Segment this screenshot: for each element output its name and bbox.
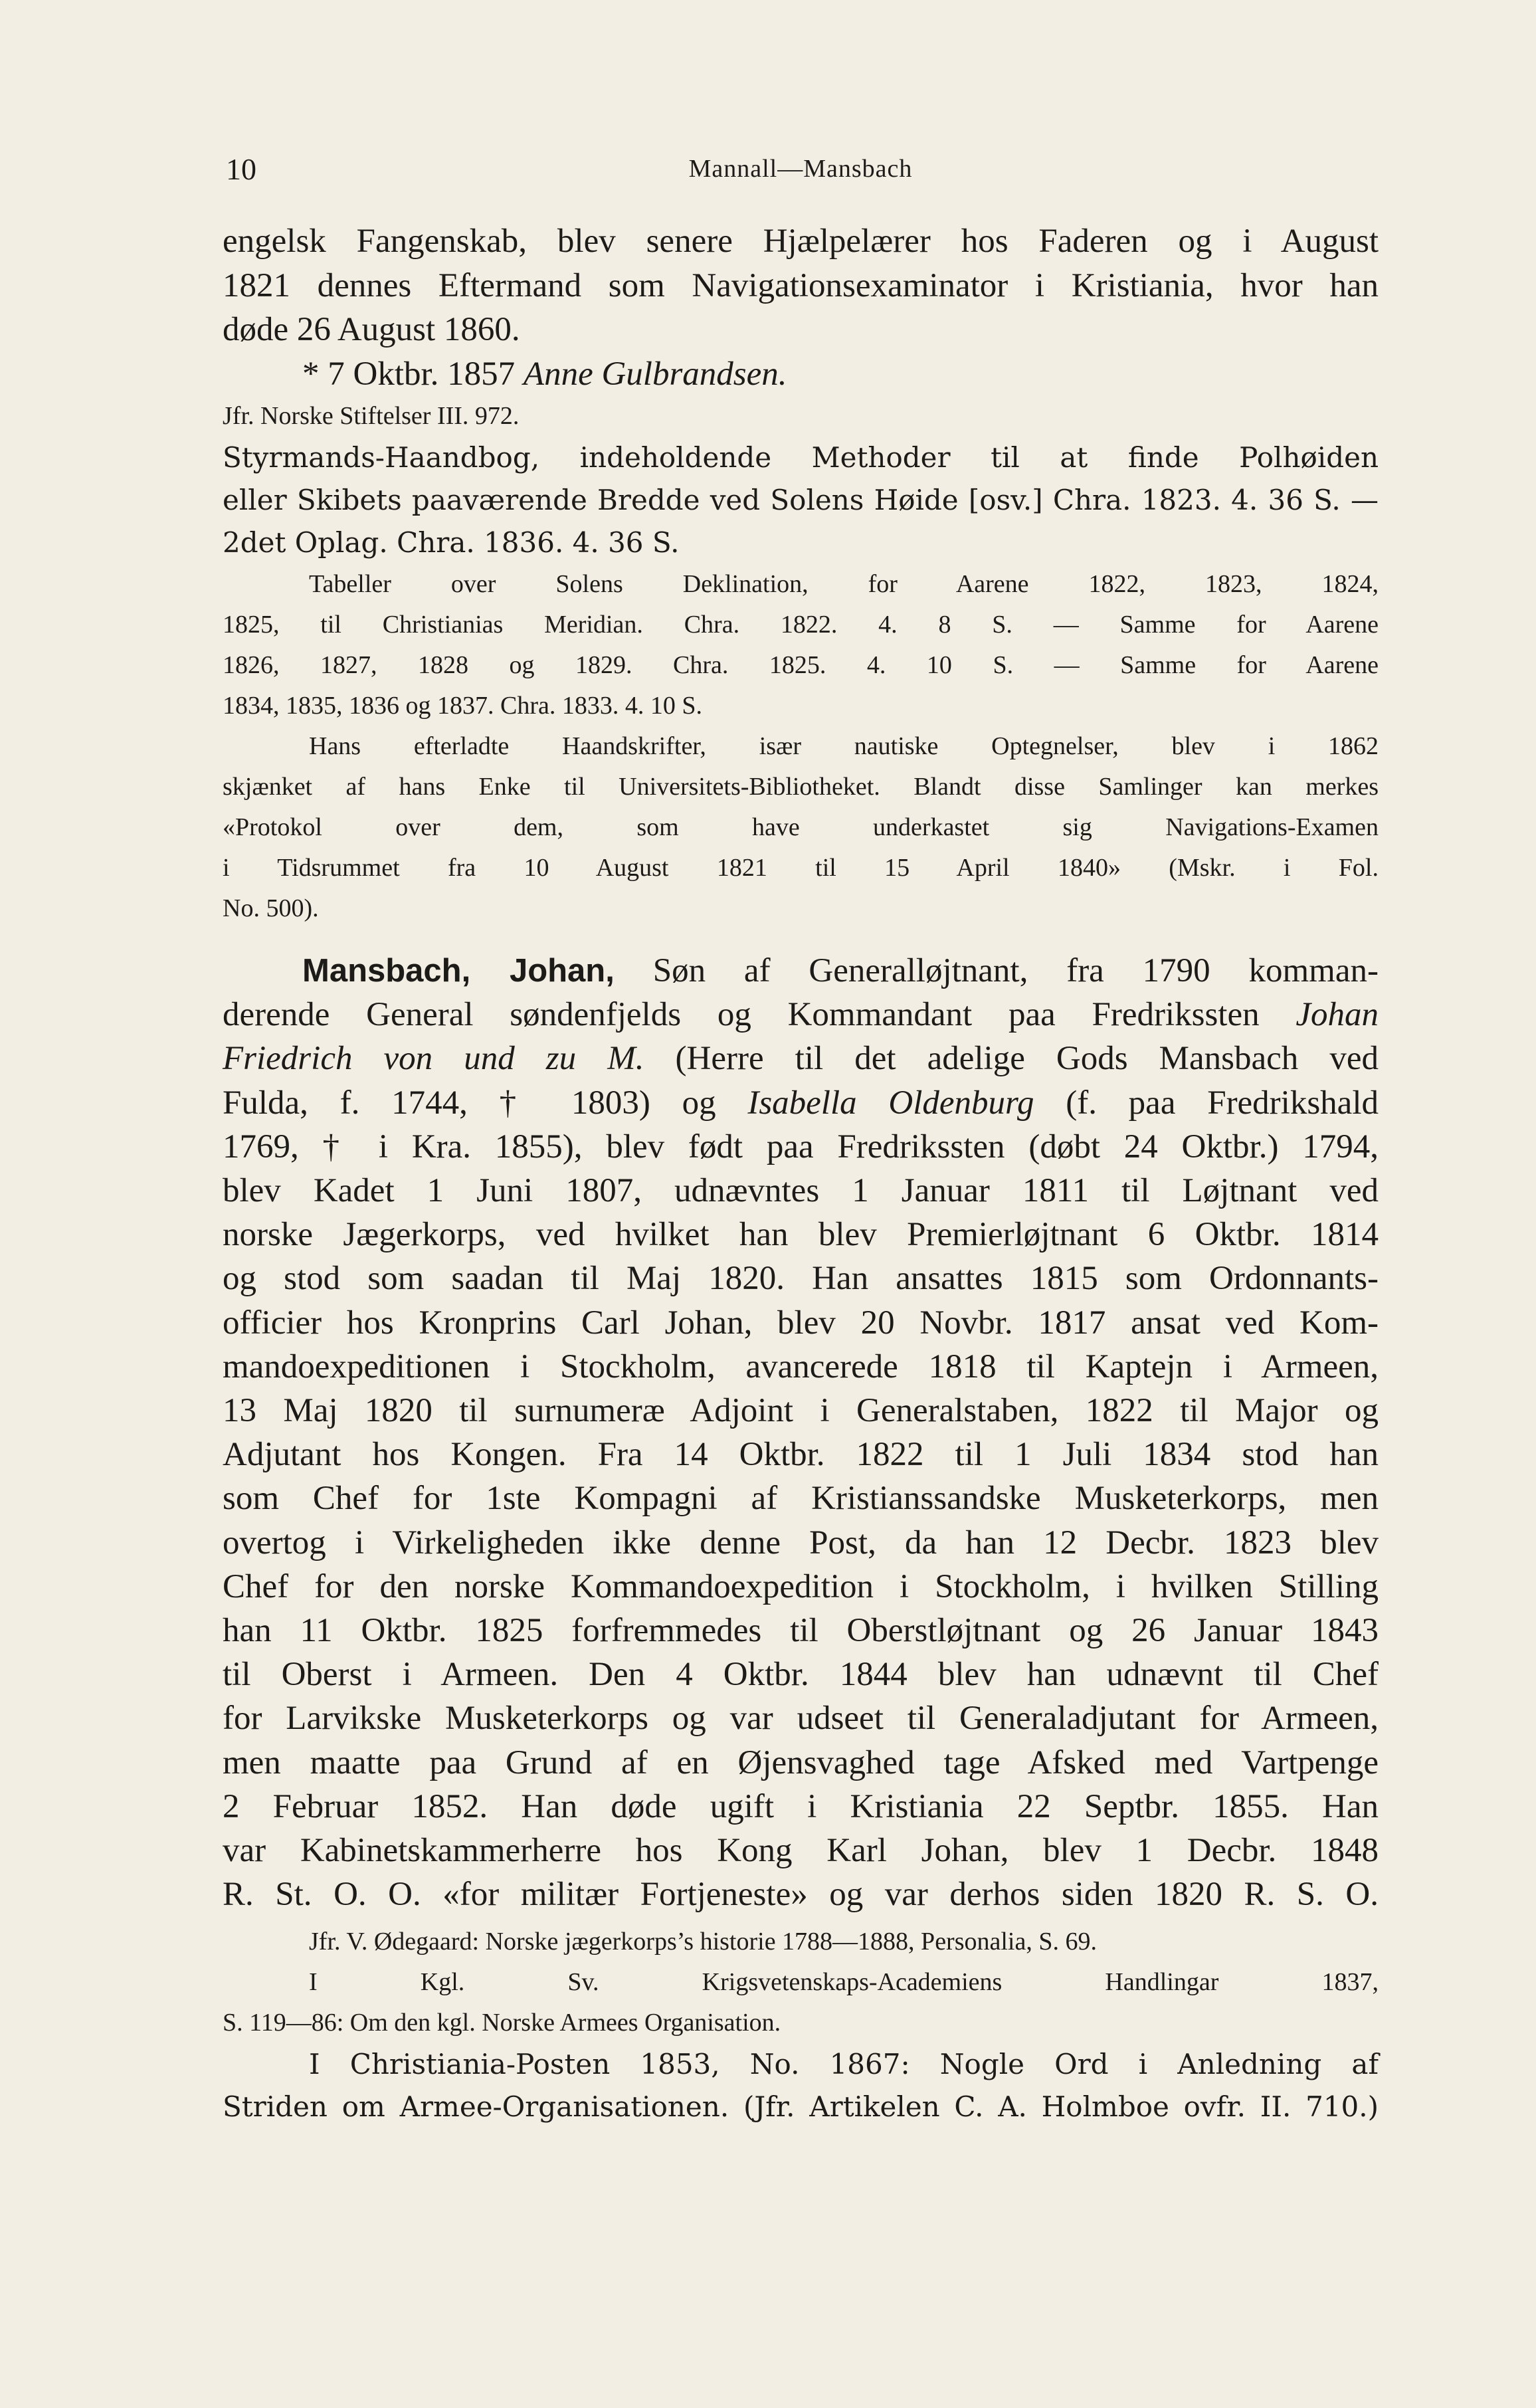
reference-line: Jfr. Norske Stiftelser III. 972. [223,402,520,430]
text-line: I Christiania-Posten 1853, No. 1867: Nogle Ord i Anledning af [309,2048,1379,2081]
text-run: Søn af Generalløjtnant, fra 1790 komman- [614,952,1379,989]
page-header [226,151,1375,191]
ref-spacer [223,1916,1379,1922]
text-line: 2 Februar 1852. Han døde ugift i Kristiania 22 Septbr. 1855. Han [223,1787,1379,1825]
text-line: mandoexpeditionen i Stockholm, avancerede 1818 til Kaptejn i Armeen, [223,1348,1379,1385]
text-line: Adjutant hos Kongen. Fra 14 Oktbr. 1822 til 1 Juli 1834 stod han [223,1436,1379,1474]
reference-line: S. 119—86: Om den kgl. Norske Armees Organisation. [223,2009,781,2037]
text-run: Fulda, f. 1744, † 1803) og [223,1084,748,1122]
text-line: engelsk Fangenskab, blev senere Hjælpelærer hos Faderen og i August [223,223,1379,260]
text-line [223,1081,1379,1125]
entry-spacer [223,929,1379,949]
tables-entry [223,564,1379,726]
spouse-name: Anne Gulbrandsen. [523,355,787,393]
text-line: eller Skibets paaværende Bredde ved Solens Høide [osv.] Chra. 1823. 4. 36 S. — [223,484,1379,516]
mother-name: Isabella Oldenburg [747,1084,1034,1122]
page-body [223,219,1379,2128]
text-line: R. St. O. O. «for militær Fortjeneste» og var derhos siden 1820 R. S. O. [223,1876,1379,1914]
father-name: Johan [1296,996,1379,1034]
text-line: «Protokol over dem, som have underkastet sig Navigations-Examen [223,813,1379,841]
mannall-entry-continuation [223,219,1379,929]
text-line: 1769, † i Kra. 1855), blev født paa Fredrikssten (døbt 24 Oktbr.) 1794, [223,1128,1379,1165]
text-line [223,1037,1379,1080]
entry-headword: Mansbach, Johan, [302,953,615,989]
text-line: 1826, 1827, 1828 og 1829. Chra. 1825. 4. 10 S. — Samme for Aarene [223,651,1379,679]
text-run: derende General søndenfjelds og Kommandant paa Fredrikssten [223,996,1296,1034]
reference-line: I Kgl. Sv. Krigsvetenskaps-Academiens Handlingar 1837, [309,1968,1379,1997]
text-line: Styrmands-Haandbog, indeholdende Methoder til at finde Polhøiden [223,441,1379,474]
text-line: som Chef for 1ste Kompagni af Kristianssandske Musketerkorps, men [223,1480,1379,1518]
text-line: Striden om Armee-Organisationen. (Jfr. Artikelen C. A. Holmboe ovfr. II. 710.) [223,2090,1379,2124]
text-line: 1821 dennes Eftermand som Navigationsexaminator i Kristiania, hvor han [223,266,1379,304]
text-line: 2det Oplag. Chra. 1836. 4. 36 S. [223,526,680,559]
text-line: officier hos Kronprins Carl Johan, blev 20 Novbr. 1817 ansat ved Kom- [223,1304,1379,1342]
book-entry [223,437,1379,564]
text-line: blev Kadet 1 Juni 1807, udnævntes 1 Januar 1811 til Løjtnant ved [223,1172,1379,1210]
text-line: i Tidsrummet fra 10 August 1821 til 15 April 1840» (Mskr. i Fol. [223,854,1379,882]
text-line: 13 Maj 1820 til surnumeræ Adjoint i Generalstaben, 1822 til Major og [223,1392,1379,1430]
text-line: 1834, 1835, 1836 og 1837. Chra. 1833. 4. 10 S. [223,692,702,720]
text-line: døde 26 August 1860. [223,311,520,348]
text-line: 1825, til Christianias Meridian. Chra. 1822. 4. 8 S. — Samme for Aarene [223,611,1379,639]
text-line [223,993,1379,1037]
text-line: til Oberst i Armeen. Den 4 Oktbr. 1844 blev han udnævnt til Chef [223,1656,1379,1694]
text-line: overtog i Virkeligheden ikke denne Post, da han 12 Decbr. 1823 blev [223,1524,1379,1561]
mansbach-entry [223,949,1379,2128]
text-line: var Kabinetskammerherre hos Kong Karl Johan, blev 1 Decbr. 1848 [223,1832,1379,1870]
text-line: norske Jægerkorps, ved hvilket han blev Premierløjtnant 6 Oktbr. 1814 [223,1216,1379,1254]
marriage-line [223,352,1379,397]
text-run: (f. paa Fredrikshald [1034,1084,1379,1122]
manuscripts-entry [223,726,1379,929]
text-line: skjænket af hans Enke til Universitets-Bibliotheket. Blandt disse Samlinger kan merkes [223,773,1379,801]
text-line: men maatte paa Grund af en Øjensvaghed tage Afsked med Vartpenge [223,1744,1379,1781]
running-head: Mannall—Mansbach [688,155,913,183]
text-line [223,949,1379,993]
text-line: Chef for den norske Kommandoexpedition i Stockholm, i hvilken Stilling [223,1567,1379,1605]
text-line: for Larvikske Musketerkorps og var udseet til Generaladjutant for Armeen, [223,1700,1379,1738]
text-line: Tabeller over Solens Deklination, for Aarene 1822, 1823, 1824, [309,570,1379,598]
text-line: Hans efterladte Haandskrifter, især nautiske Optegnelser, blev i 1862 [309,732,1379,760]
text-line: og stod som saadan til Maj 1820. Han ansattes 1815 som Ordonnants- [223,1260,1379,1298]
marriage-date: * 7 Oktbr. 1857 [302,355,524,393]
father-name: Friedrich von und zu M. [223,1040,644,1078]
text-line: No. 500). [223,894,319,922]
reference-line: Jfr. V. Ødegaard: Norske jægerkorps’s historie 1788—1888, Personalia, S. 69. [309,1928,1097,1956]
text-line: han 11 Oktbr. 1825 forfremmedes til Oberstløjtnant og 26 Januar 1843 [223,1612,1379,1650]
text-run: (Herre til det adelige Gods Mansbach ved [644,1040,1379,1078]
page-number: 10 [226,152,256,186]
